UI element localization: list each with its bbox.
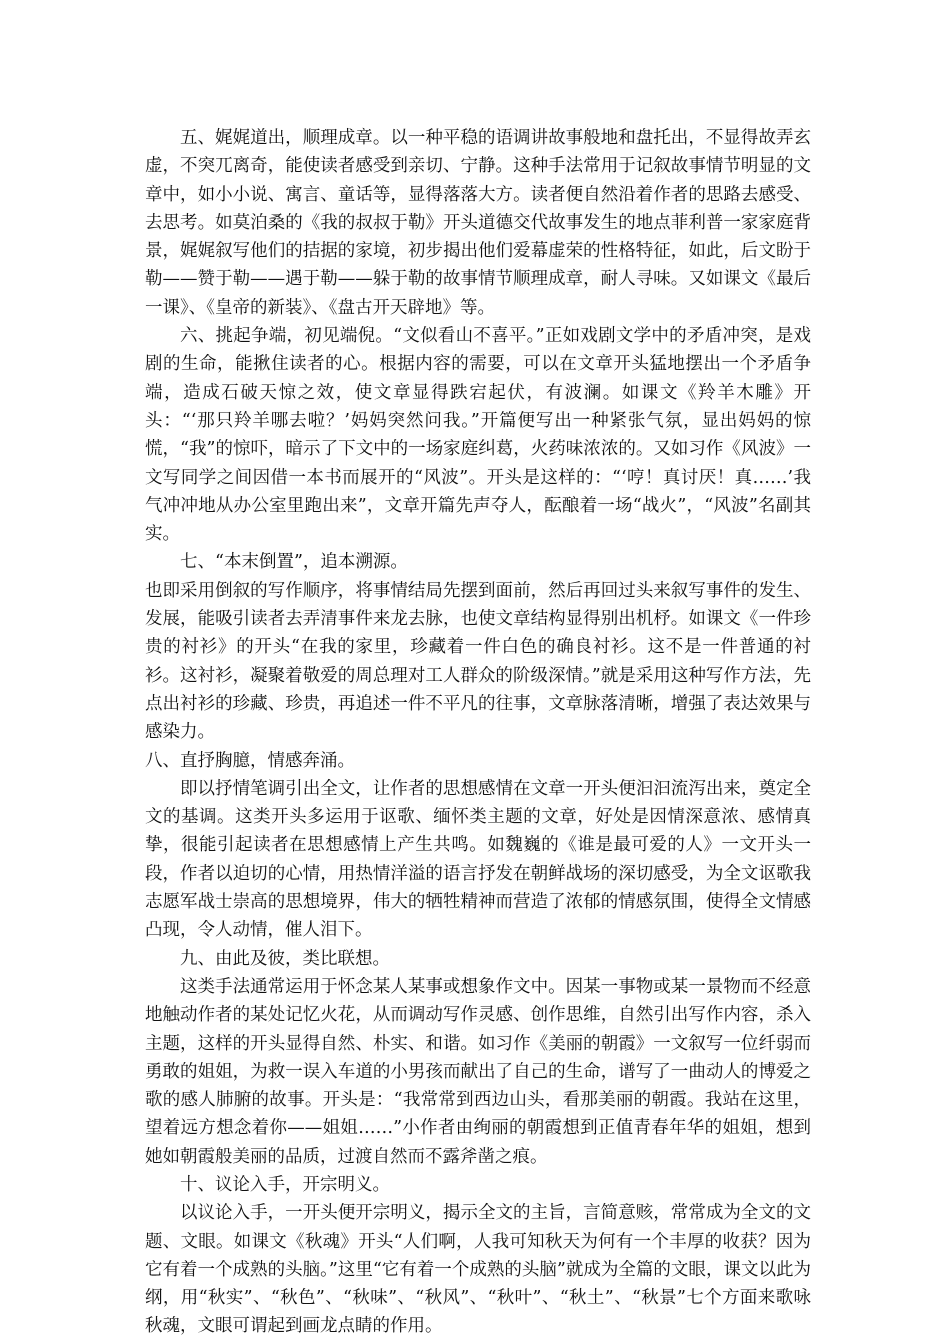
heading-nine: 九、由此及彼，类比联想。 — [180, 948, 390, 969]
document-body — [145, 124, 811, 1341]
paragraph-five: 五、娓娓道出，顺理成章。以一种平稳的语调讲故事般地和盘托出，不显得故弄玄虚，不突兀离奇，能使读者感受到亲切、宁静。这种手法常用于记叙故事情节明显的文章中，如小小说、寓言、童话等，显得落落大方。读者便自然沿着作者的思路去感受、去思考。如莫泊桑的《我的叔叔于勒》开头道德交代故事发生的地点菲利普一家家庭背景，娓娓叙写他们的拮据的家境，初步揭出他们爱幕虚荣的性格特征，如此，后文盼于勒——赞于勒——遇于勒——躲于勒的故事情节顺理成章，耐人寻味。又如课文《最后一课》、《皇帝的新装》、《盘古开天辟地》等。 — [145, 128, 811, 318]
paragraph-nine-body: 这类手法通常运用于怀念某人某事或想象作文中。因某一事物或某一景物而不经意地触动作者的某处记忆火花，从而调动写作灵感、创作思维，自然引出写作内容，杀入主题，这样的开头显得自然、朴实、和谐。如习作《美丽的朝霞》一文叙写一位纤弱而勇敢的姐姐，为救一误入车道的小男孩而献出了自己的生命，谱写了一曲动人的博爱之歌的感人肺腑的故事。开头是：“我常常到西边山头，看那美丽的朝霞。我站在这里，望着远方想念着你——姐姐……”小作者由绚丽的朝霞想到正值青春年华的姐姐，想到她如朝霞般美丽的品质，过渡自然而不露斧凿之痕。 — [145, 976, 811, 1167]
paragraph-ten-body: 以议论入手，一开头便开宗明义，揭示全文的主旨，言简意赅，常常成为全文的文题、文眼。如课文《秋魂》开头“人们啊，人我可知秋天为何有一个丰厚的收获？因为它有着一个成熟的头脑。”这里“它有着一个成熟的头脑”就成为全篇的文眼，课文以此为纲，用“秋实”、“秋色”、“秋味”、“秋风”、“秋叶”、“秋土”、“秋景”七个方面来歌咏秋魂，文眼可谓起到画龙点睛的作用。 — [145, 1203, 811, 1337]
heading-seven: 七、“本末倒置”，追本溯源。 — [180, 552, 408, 573]
paragraph-six: 六、挑起争端，初见端倪。“文似看山不喜平。”正如戏剧文学中的矛盾冲突，是戏剧的生命，能揪住读者的心。根据内容的需要，可以在文章开头猛地摆出一个矛盾争端，造成石破天惊之效，使文章显得跌宕起伏，有波澜。如课文《羚羊木雕》开头：“‘那只羚羊哪去啦？’妈妈突然问我。”开篇便写出一种紧张气氛，显出妈妈的惊慌，“我”的惊吓，暗示了下文中的一场家庭纠葛，火药味浓浓的。又如习作《风波》一文写同学之间因借一本书而展开的“风波”。开头是这样的：“‘哼！真讨厌！真……’我气冲冲地从办公室里跑出来”，文章开篇先声夺人，酝酿着一场“战火”，“风波”名副其实。 — [145, 326, 811, 545]
heading-eight: 八、直抒胸臆，情感奔涌。 — [145, 750, 355, 771]
heading-ten: 十、议论入手，开宗明义。 — [180, 1174, 390, 1195]
paragraph-eight-body: 即以抒情笔调引出全文，让作者的思想感情在文章一开头便汩汩流泻出来，奠定全文的基调。这类开头多运用于讴歌、缅怀类主题的文章，好处是因情深意浓、感情真挚，很能引起读者在思想感情上产生共鸣。如魏巍的《谁是最可爱的人》一文开头一段，作者以迫切的心情，用热情洋溢的语言抒发在朝鲜战场的深切感受，为全文讴歌我志愿军战士崇高的思想境界，伟大的牺牲精神而营造了浓郁的情感氛围，使得全文情感凸现，令人动情，催人泪下。 — [145, 778, 811, 941]
paragraph-seven-body: 也即采用倒叙的写作顺序，将事情结局先摆到面前，然后再回过头来叙写事件的发生、发展，能吸引读者去弄清事件来龙去脉，也使文章结构显得别出机杼。如课文《一件珍贵的衬衫》的开头“在我的家里，珍藏着一件白色的确良衬衫。这不是一件普通的衬衫。这衬衫，凝聚着敬爱的周总理对工人群众的阶级深情。”就是采用这种写作方法，先点出衬衫的珍藏、珍贵，再追述一件不平凡的往事，文章脉落清晰，增强了表达效果与感染力。 — [145, 580, 811, 743]
